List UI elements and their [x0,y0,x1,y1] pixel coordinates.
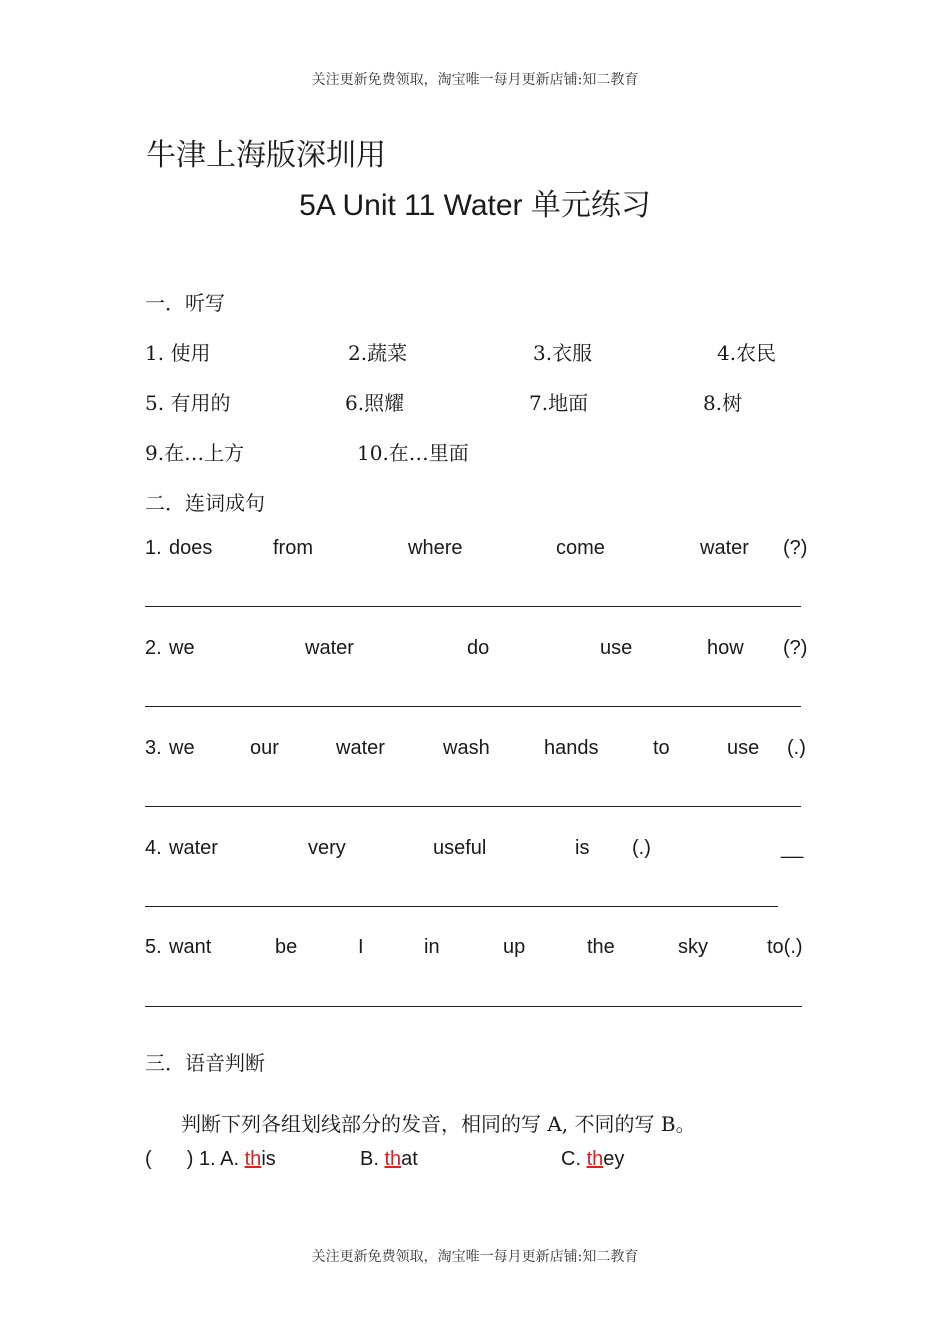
title-line-1: 牛津上海版深圳用 [146,138,386,173]
section2-heading: 二．连词成句 [145,491,265,515]
punctuation-hint: (.) [787,737,806,759]
option-b [360,1148,418,1171]
dictation-item: 1. 使用 [145,341,211,365]
option-c-label: C. [561,1148,581,1170]
word: to [653,737,670,759]
word: I [358,936,364,958]
answer-paren-open: ( [145,1148,152,1170]
punctuation-hint: __ [781,837,804,859]
option-a-underlined: th [244,1148,262,1170]
option-c [561,1148,624,1171]
word: water [169,837,218,859]
instruction-text: 判断下列各组划线部分的发音，相同的写 A, 不同的写 B。 [181,1112,696,1136]
dictation-item: 9.在…上方 [145,441,245,465]
option-b-label: B. [360,1148,379,1170]
answer-line [145,1006,802,1007]
section1-heading: 一．听写 [145,291,225,315]
dictation-item: 6.照耀 [345,391,405,415]
answer-paren-close: ) 1. [186,1148,216,1170]
word: in [424,936,440,958]
dictation-item: 8.树 [703,391,743,415]
option-a-label: A. [220,1148,240,1170]
title-line-2: 5A Unit 11 Water 单元练习 [299,189,651,222]
word: does [169,537,213,559]
page-footer: 关注更新免费领取，淘宝唯一每月更新店铺:知二教育 [311,1249,639,1265]
word: very [308,837,346,859]
word: water [700,537,749,559]
word: from [273,537,313,559]
section3-heading: 三．语音判断 [145,1051,265,1075]
word: sky [678,936,708,958]
question-number: 4. [145,837,162,859]
word: useful [433,837,487,859]
word: want [169,936,212,958]
answer-line [145,906,778,907]
word: hands [544,737,599,759]
word: use [727,737,760,759]
dictation-item: 3.衣服 [533,341,593,365]
word: water [336,737,385,759]
word: we [169,737,195,759]
word: come [556,537,605,559]
word: is [575,837,590,859]
dictation-item: 4.农民 [717,341,777,365]
question-number: 3. [145,737,162,759]
punctuation-hint: (?) [783,637,808,659]
dictation-item: 5. 有用的 [145,391,231,415]
answer-line [145,706,801,707]
word: we [169,637,195,659]
option-c-rest: ey [603,1148,625,1170]
option-b-rest: at [401,1148,418,1170]
word: our [250,737,279,759]
option-a-rest: is [261,1148,276,1170]
answer-line [145,806,801,807]
phonics-question-1 [145,1148,276,1171]
dictation-item: 7.地面 [529,391,589,415]
word: (.) [632,837,651,859]
word: do [467,637,490,659]
word: up [503,936,526,958]
word: wash [443,737,490,759]
word: the [587,936,615,958]
word: be [275,936,298,958]
word: where [408,537,463,559]
answer-line [145,606,801,607]
word: use [600,637,633,659]
question-number: 2. [145,637,162,659]
option-c-underlined: th [586,1148,604,1170]
question-number: 5. [145,936,162,958]
dictation-item: 10.在…里面 [357,441,469,465]
page-header: 关注更新免费领取，淘宝唯一每月更新店铺:知二教育 [311,72,639,88]
punctuation-hint: to(.) [767,936,803,958]
question-number: 1. [145,537,162,559]
dictation-item: 2.蔬菜 [348,341,408,365]
word: how [707,637,744,659]
option-b-underlined: th [384,1148,402,1170]
word: water [305,637,354,659]
punctuation-hint: (?) [783,537,808,559]
